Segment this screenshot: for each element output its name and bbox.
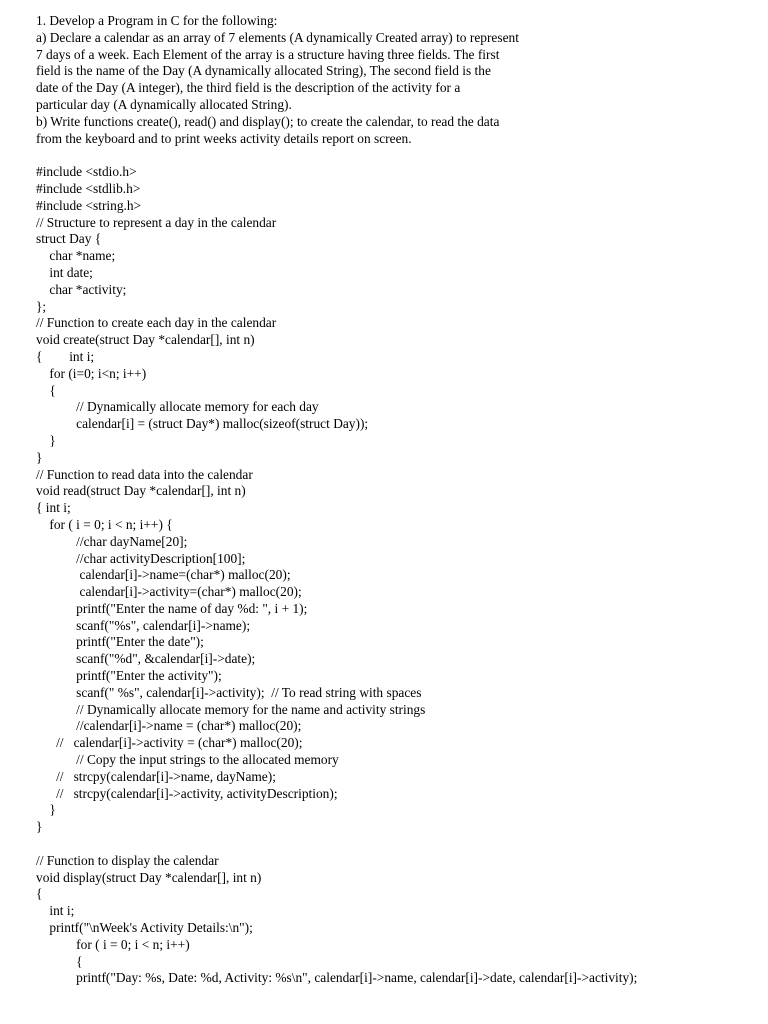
code-line: char *activity; — [36, 281, 127, 297]
code-line: calendar[i] = (struct Day*) malloc(sizeof(struct Day)); — [36, 416, 369, 432]
code-line: for ( i = 0; i < n; i++) { — [36, 516, 173, 532]
code-line: } — [36, 432, 56, 448]
code-line: { int i; — [36, 500, 71, 516]
code-line: char *name; — [36, 248, 116, 264]
code-line: for (i=0; i<n; i++) — [36, 365, 147, 381]
code-line: #include <stdio.h> — [36, 164, 137, 180]
code-line: } — [36, 449, 43, 465]
code-line: // Structure to represent a day in the calendar — [36, 214, 277, 230]
code-line: #include <string.h> — [36, 197, 142, 213]
code-line: struct Day { — [36, 231, 102, 247]
code-line: for ( i = 0; i < n; i++) — [36, 936, 190, 952]
code-line: printf("Day: %s, Date: %d, Activity: %s\n", calendar[i]->name, calendar[i]->date, calendar[i]->activity); — [36, 970, 638, 986]
code-line: // calendar[i]->activity = (char*) malloc(20); — [36, 735, 303, 751]
code-line: calendar[i]->activity=(char*) malloc(20); — [36, 584, 302, 600]
problem-line: 1. Develop a Program in C for the following: — [36, 13, 278, 28]
code-line: printf("Enter the name of day %d: ", i + 1); — [36, 600, 308, 616]
code-line: void create(struct Day *calendar[], int n) — [36, 332, 255, 348]
code-line: scanf("%d", &calendar[i]->date); — [36, 651, 256, 667]
code-line: //char dayName[20]; — [36, 533, 188, 549]
code-line: printf("Enter the activity"); — [36, 668, 222, 684]
code-line: calendar[i]->name=(char*) malloc(20); — [36, 567, 291, 583]
problem-line: from the keyboard and to print weeks activity details report on screen. — [36, 130, 412, 146]
code-line: scanf("%s", calendar[i]->name); — [36, 617, 251, 633]
problem-line: date of the Day (A integer), the third field is the description of the activity for a — [36, 80, 461, 96]
code-line: { — [36, 886, 43, 902]
code-line: //char activityDescription[100]; — [36, 550, 246, 566]
code-line: }; — [36, 298, 47, 314]
spacer — [36, 147, 761, 164]
code-line: // Function to create each day in the calendar — [36, 315, 277, 331]
code-line: int date; — [36, 264, 93, 280]
code-line: // Dynamically allocate memory for each day — [36, 399, 319, 415]
code-line: int i; — [36, 903, 75, 919]
code-line: { — [36, 382, 56, 398]
code-line: scanf(" %s", calendar[i]->activity); // To read string with spaces — [36, 684, 422, 700]
code-line: { — [36, 953, 83, 969]
code-line: #include <stdlib.h> — [36, 180, 141, 196]
code-line: printf("Enter the date"); — [36, 634, 204, 650]
code-line: // Function to display the calendar — [36, 852, 219, 868]
code-line: { int i; — [36, 348, 95, 364]
problem-line: field is the name of the Day (A dynamically allocated String), The second field is the — [36, 63, 491, 79]
code-listing — [36, 164, 761, 987]
problem-statement — [36, 13, 761, 147]
problem-line: a) Declare a calendar as an array of 7 elements (A dynamically Created array) to represent — [36, 29, 519, 45]
problem-line: b) Write functions create(), read() and display(); to create the calendar, to read the data — [36, 113, 500, 129]
code-line: //calendar[i]->name = (char*) malloc(20); — [36, 718, 302, 734]
code-line: // strcpy(calendar[i]->name, dayName); — [36, 768, 276, 784]
code-line: void read(struct Day *calendar[], int n) — [36, 483, 246, 499]
code-line: // strcpy(calendar[i]->activity, activityDescription); — [36, 785, 338, 801]
code-line — [36, 836, 761, 853]
code-line: // Function to read data into the calendar — [36, 466, 253, 482]
code-line: void display(struct Day *calendar[], int n) — [36, 869, 262, 885]
code-line: printf("\nWeek's Activity Details:\n"); — [36, 920, 253, 936]
problem-line: particular day (A dynamically allocated String). — [36, 96, 292, 112]
code-line: } — [36, 819, 43, 835]
code-line: // Copy the input strings to the allocated memory — [36, 752, 339, 768]
problem-line: 7 days of a week. Each Element of the array is a structure having three fields. The first — [36, 46, 500, 62]
document-body — [36, 13, 761, 987]
code-line: // Dynamically allocate memory for the name and activity strings — [36, 701, 426, 717]
code-line: } — [36, 802, 56, 818]
